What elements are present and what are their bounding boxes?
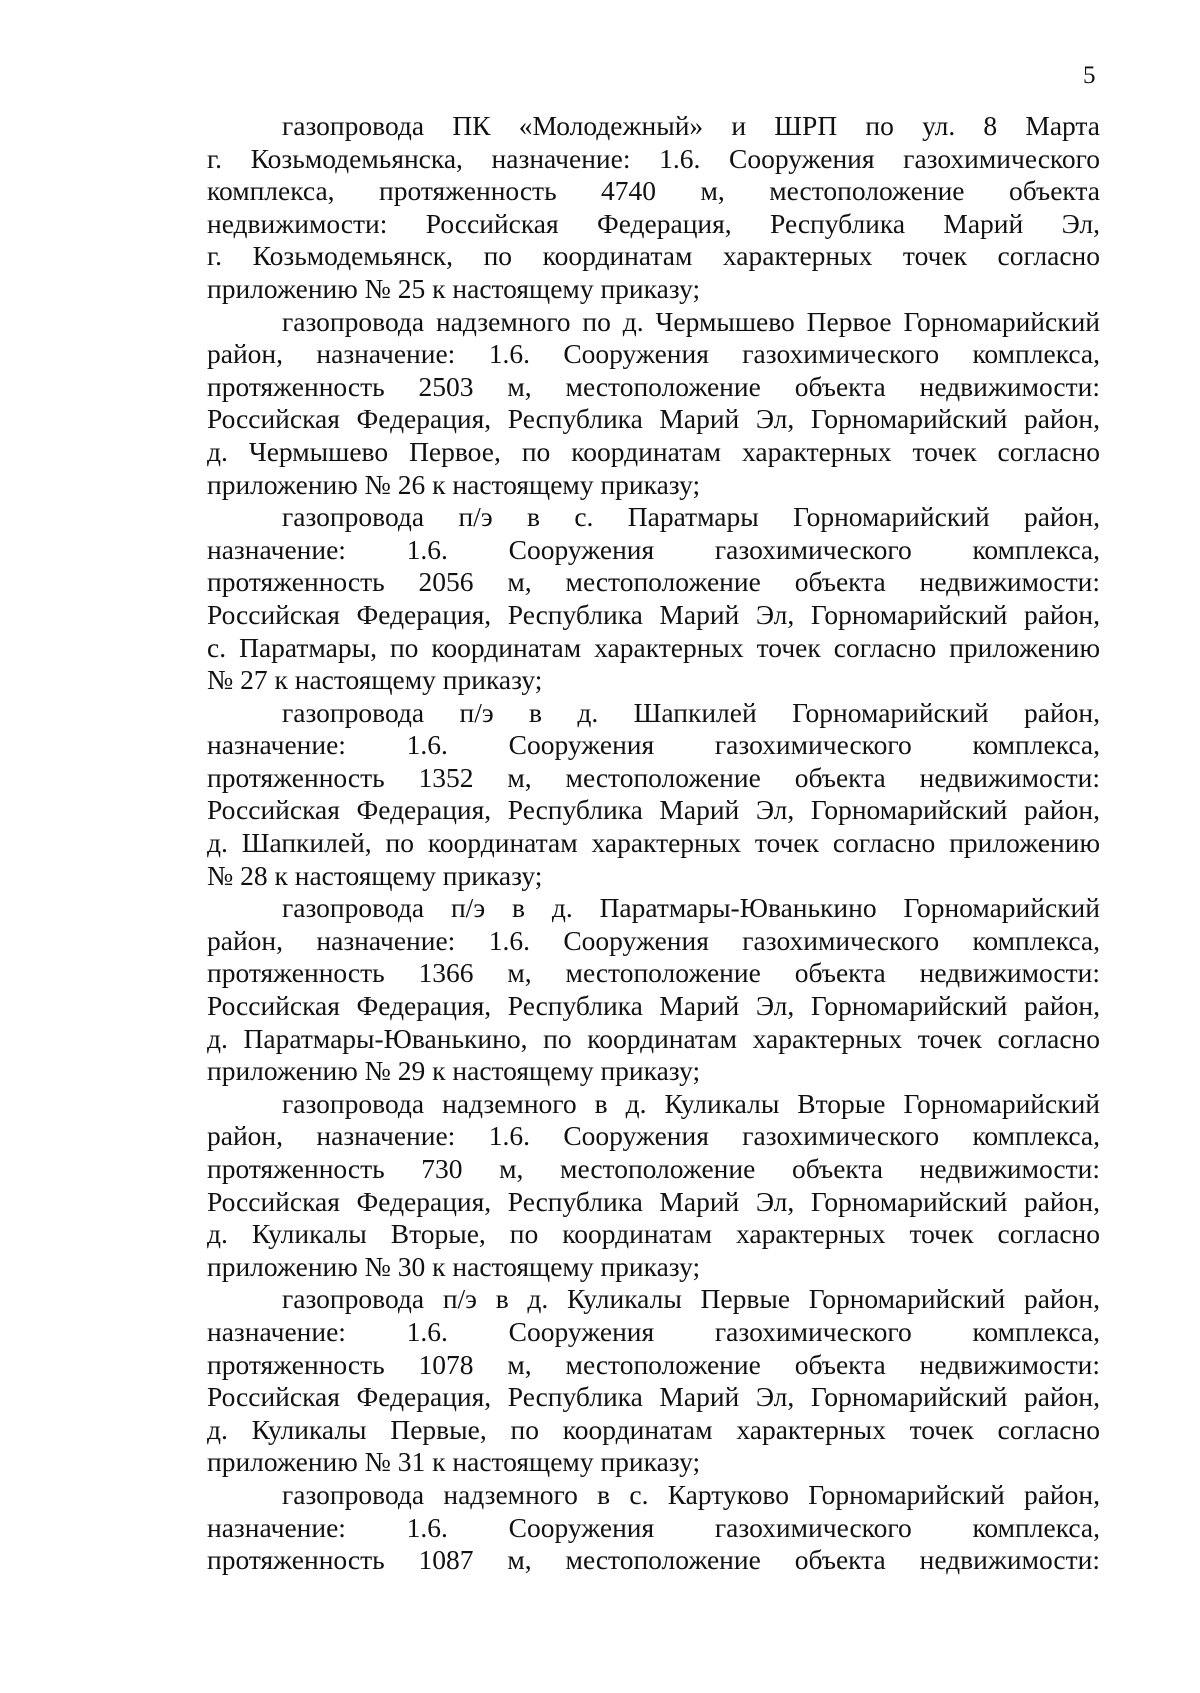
text-line: приложению № 29 к настоящему приказу; bbox=[207, 1055, 701, 1087]
text-line: комплекса, протяженность 4740 м, местоположение объекта bbox=[207, 175, 1100, 207]
text-line: недвижимости: Российская Федерация, Республика Марий Эл, bbox=[207, 207, 1100, 239]
text-line: газопровода п/э в д. Паратмары-Юванькино Горномарийский bbox=[282, 892, 1100, 924]
paragraph bbox=[207, 306, 1100, 502]
text-line: д. Паратмары-Юванькино, по координатам характерных точек согласно bbox=[207, 1022, 1100, 1054]
text-line: приложению № 30 к настоящему приказу; bbox=[207, 1250, 701, 1282]
text-line: район, назначение: 1.6. Сооружения газохимического комплекса, bbox=[207, 924, 1100, 956]
paragraph bbox=[207, 110, 1100, 306]
text-line: газопровода надземного по д. Чермышево Первое Горномарийский bbox=[282, 305, 1100, 337]
text-line: газопровода ПК «Молодежный» и ШРП по ул. 8 Марта bbox=[282, 110, 1100, 141]
text-line: протяженность 1087 м, местоположение объекта недвижимости: bbox=[207, 1544, 1100, 1576]
paragraph bbox=[207, 697, 1100, 893]
text-line: г. Козьмодемьянск, по координатам характерных точек согласно bbox=[207, 240, 1100, 272]
text-line: приложению № 25 к настоящему приказу; bbox=[207, 272, 701, 304]
text-line: г. Козьмодемьянска, назначение: 1.6. Сооружения газохимического bbox=[207, 142, 1100, 174]
text-line: д. Куликалы Первые, по координатам характерных точек согласно bbox=[207, 1413, 1100, 1445]
text-line: протяженность 1366 м, местоположение объекта недвижимости: bbox=[207, 957, 1100, 989]
text-line: газопровода надземного в с. Картуково Горномарийский район, bbox=[282, 1478, 1100, 1510]
text-line: Российская Федерация, Республика Марий Эл, Горномарийский район, bbox=[207, 1381, 1100, 1413]
text-line: район, назначение: 1.6. Сооружения газохимического комплекса, bbox=[207, 1120, 1100, 1152]
text-line: газопровода п/э в с. Паратмары Горномарийский район, bbox=[282, 501, 1100, 533]
text-line: назначение: 1.6. Сооружения газохимического комплекса, bbox=[207, 533, 1100, 565]
text-line: Российская Федерация, Республика Марий Эл, Горномарийский район, bbox=[207, 403, 1100, 435]
text-line: д. Чермышево Первое, по координатам характерных точек согласно bbox=[207, 435, 1100, 467]
text-line: Российская Федерация, Республика Марий Эл, Горномарийский район, bbox=[207, 794, 1100, 826]
text-line: приложению № 26 к настоящему приказу; bbox=[207, 468, 701, 500]
text-line: № 28 к настоящему приказу; bbox=[207, 859, 543, 891]
page-number: 5 bbox=[1083, 62, 1096, 89]
text-line: назначение: 1.6. Сооружения газохимического комплекса, bbox=[207, 1315, 1100, 1347]
text-line: д. Куликалы Вторые, по координатам характерных точек согласно bbox=[207, 1218, 1100, 1250]
text-line: газопровода п/э в д. Куликалы Первые Горномарийский район, bbox=[282, 1283, 1100, 1315]
text-line: протяженность 2056 м, местоположение объекта недвижимости: bbox=[207, 566, 1100, 598]
text-line: назначение: 1.6. Сооружения газохимического комплекса, bbox=[207, 1511, 1100, 1543]
text-line: протяженность 1352 м, местоположение объекта недвижимости: bbox=[207, 761, 1100, 793]
text-line: д. Шапкилей, по координатам характерных точек согласно приложению bbox=[207, 827, 1100, 859]
paragraph bbox=[207, 1283, 1100, 1479]
text-line: протяженность 2503 м, местоположение объекта недвижимости: bbox=[207, 370, 1100, 402]
text-line: газопровода п/э в д. Шапкилей Горномарийский район, bbox=[282, 696, 1100, 728]
paragraph bbox=[207, 1479, 1100, 1577]
text-line: Российская Федерация, Республика Марий Эл, Горномарийский район, bbox=[207, 990, 1100, 1022]
text-line: Российская Федерация, Республика Марий Эл, Горномарийский район, bbox=[207, 598, 1100, 630]
text-line: приложению № 31 к настоящему приказу; bbox=[207, 1446, 701, 1478]
document-body bbox=[207, 110, 1100, 1577]
text-line: назначение: 1.6. Сооружения газохимического комплекса, bbox=[207, 729, 1100, 761]
text-line: с. Паратмары, по координатам характерных точек согласно приложению bbox=[207, 631, 1100, 663]
paragraph bbox=[207, 892, 1100, 1088]
paragraph bbox=[207, 501, 1100, 697]
text-line: район, назначение: 1.6. Сооружения газохимического комплекса, bbox=[207, 338, 1100, 370]
paragraph bbox=[207, 1088, 1100, 1284]
text-line: протяженность 1078 м, местоположение объекта недвижимости: bbox=[207, 1348, 1100, 1380]
text-line: газопровода надземного в д. Куликалы Вторые Горномарийский bbox=[282, 1087, 1100, 1119]
text-line: Российская Федерация, Республика Марий Эл, Горномарийский район, bbox=[207, 1185, 1100, 1217]
text-line: № 27 к настоящему приказу; bbox=[207, 664, 543, 696]
text-line: протяженность 730 м, местоположение объекта недвижимости: bbox=[207, 1153, 1100, 1184]
